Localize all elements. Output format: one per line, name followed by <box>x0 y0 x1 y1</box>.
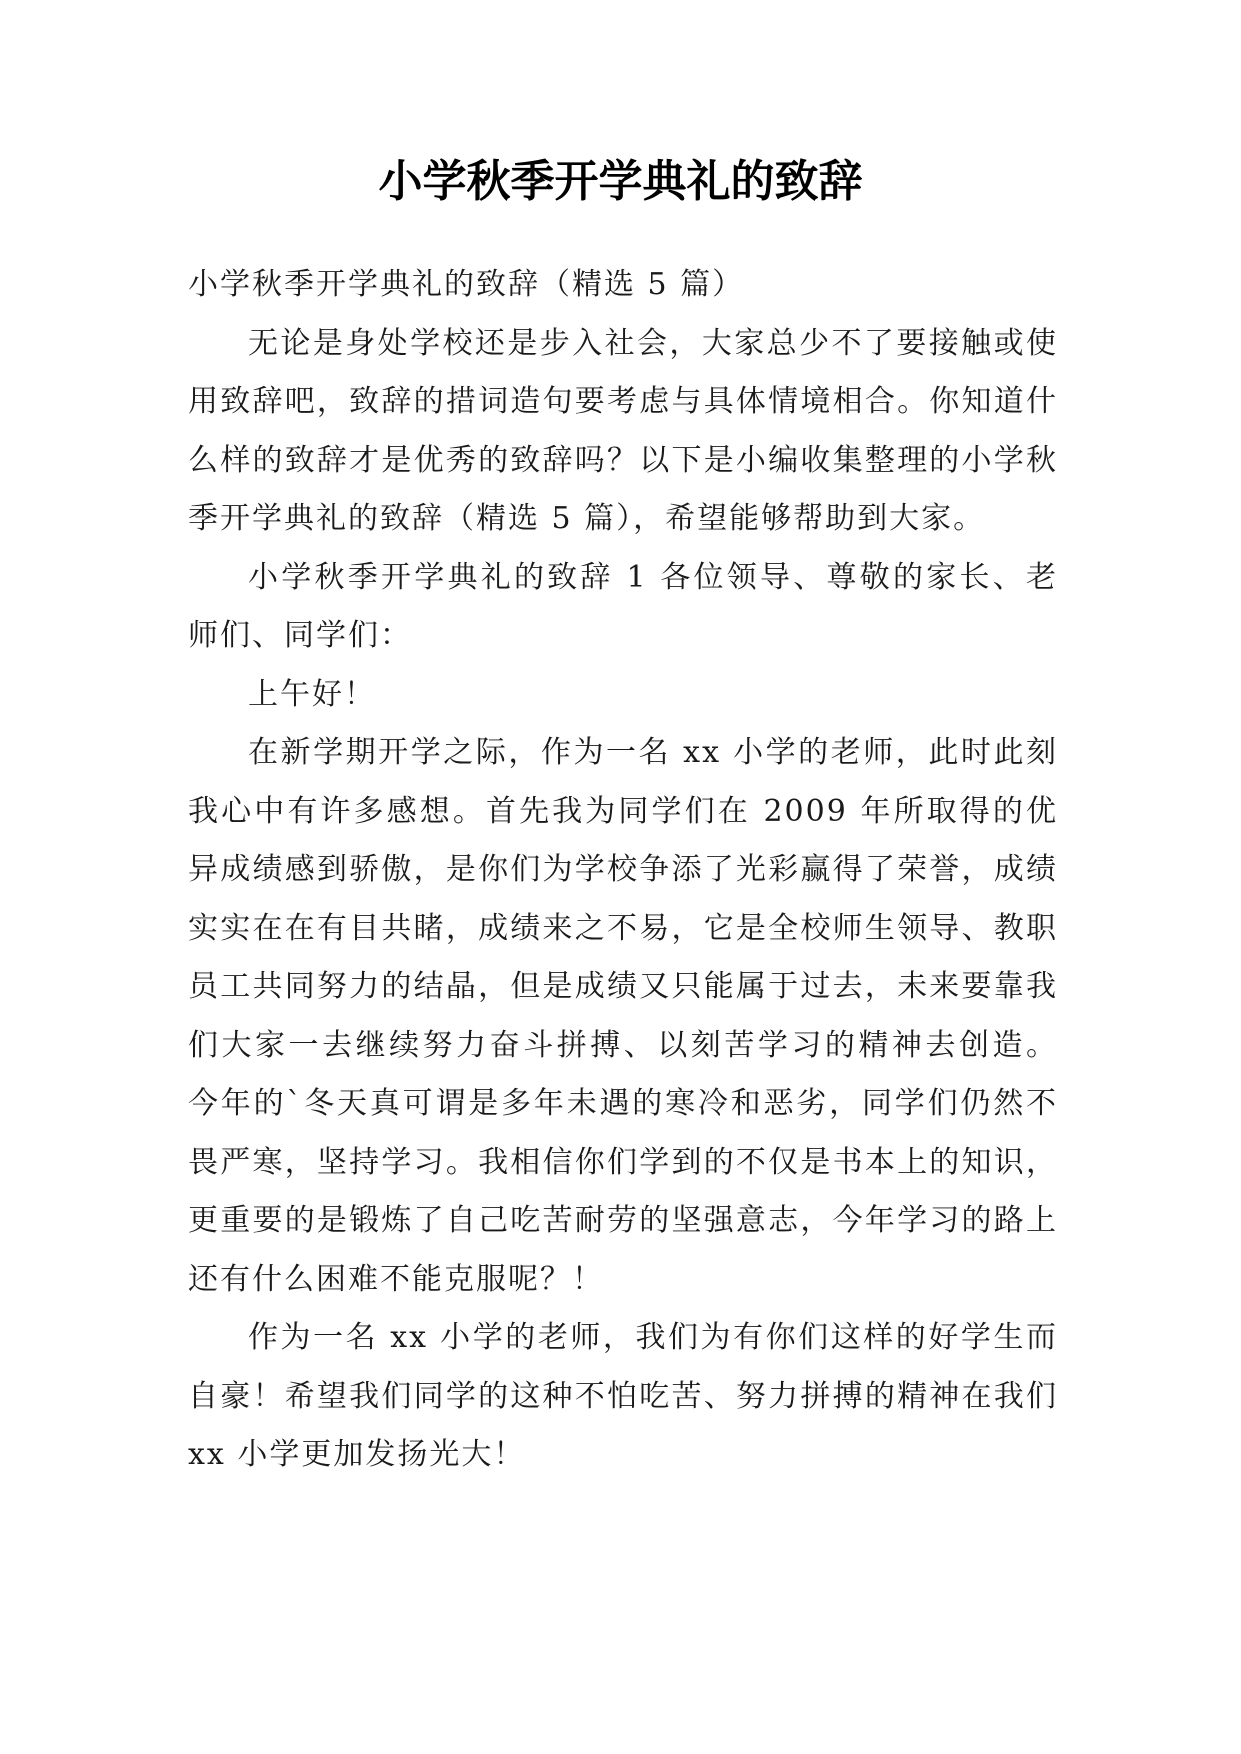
intro-paragraph: 无论是身处学校还是步入社会，大家总少不了要接触或使用致辞吧，致辞的措词造句要考虑与具体情境相合。你知道什么样的致辞才是优秀的致辞吗？以下是小编收集整理的小学秋季开学典礼的致辞（精选 5 篇），希望能够帮助到大家。 <box>188 325 1058 536</box>
greeting-paragraph: 上午好！ <box>248 676 376 712</box>
subtitle-paragraph: 小学秋季开学典礼的致辞（精选 5 篇） <box>188 267 745 302</box>
closing-paragraph: 作为一名 xx 小学的老师，我们为有你们这样的好学生而自豪！希望我们同学的这种不怕吃苦、努力拼搏的精神在我们 xx 小学更加发扬光大！ <box>188 1320 1058 1472</box>
document-body <box>188 256 1058 1485</box>
body-paragraph: 在新学期开学之际，作为一名 xx 小学的老师，此时此刻我心中有许多感想。首先我为同学们在 2009 年所取得的优异成绩感到骄傲，是你们为学校争添了光彩赢得了荣誉，成绩实实在在有目共睹，成绩来之不易，它是全校师生领导、教职员工共同努力的结晶，但是成绩又只能属于过去，未来要靠我们大家一去继续努力奋斗拼搏、以刻苦学习的精神去创造。 今年的`冬天真可谓是多年未遇的寒冷和恶劣，同学们仍然不畏严寒，坚持学习。我相信你们学到的不仅是书本上的知识，更重要的是锻炼了自己吃苦耐劳的坚强意志，今年学习的路上还有什么困难不能克服呢？！ <box>188 735 1058 1297</box>
document-title: 小学秋季开学典礼的致辞 <box>378 156 863 207</box>
speech-heading-paragraph: 小学秋季开学典礼的致辞 1 各位领导、尊敬的家长、老师们、同学们： <box>188 559 1058 653</box>
